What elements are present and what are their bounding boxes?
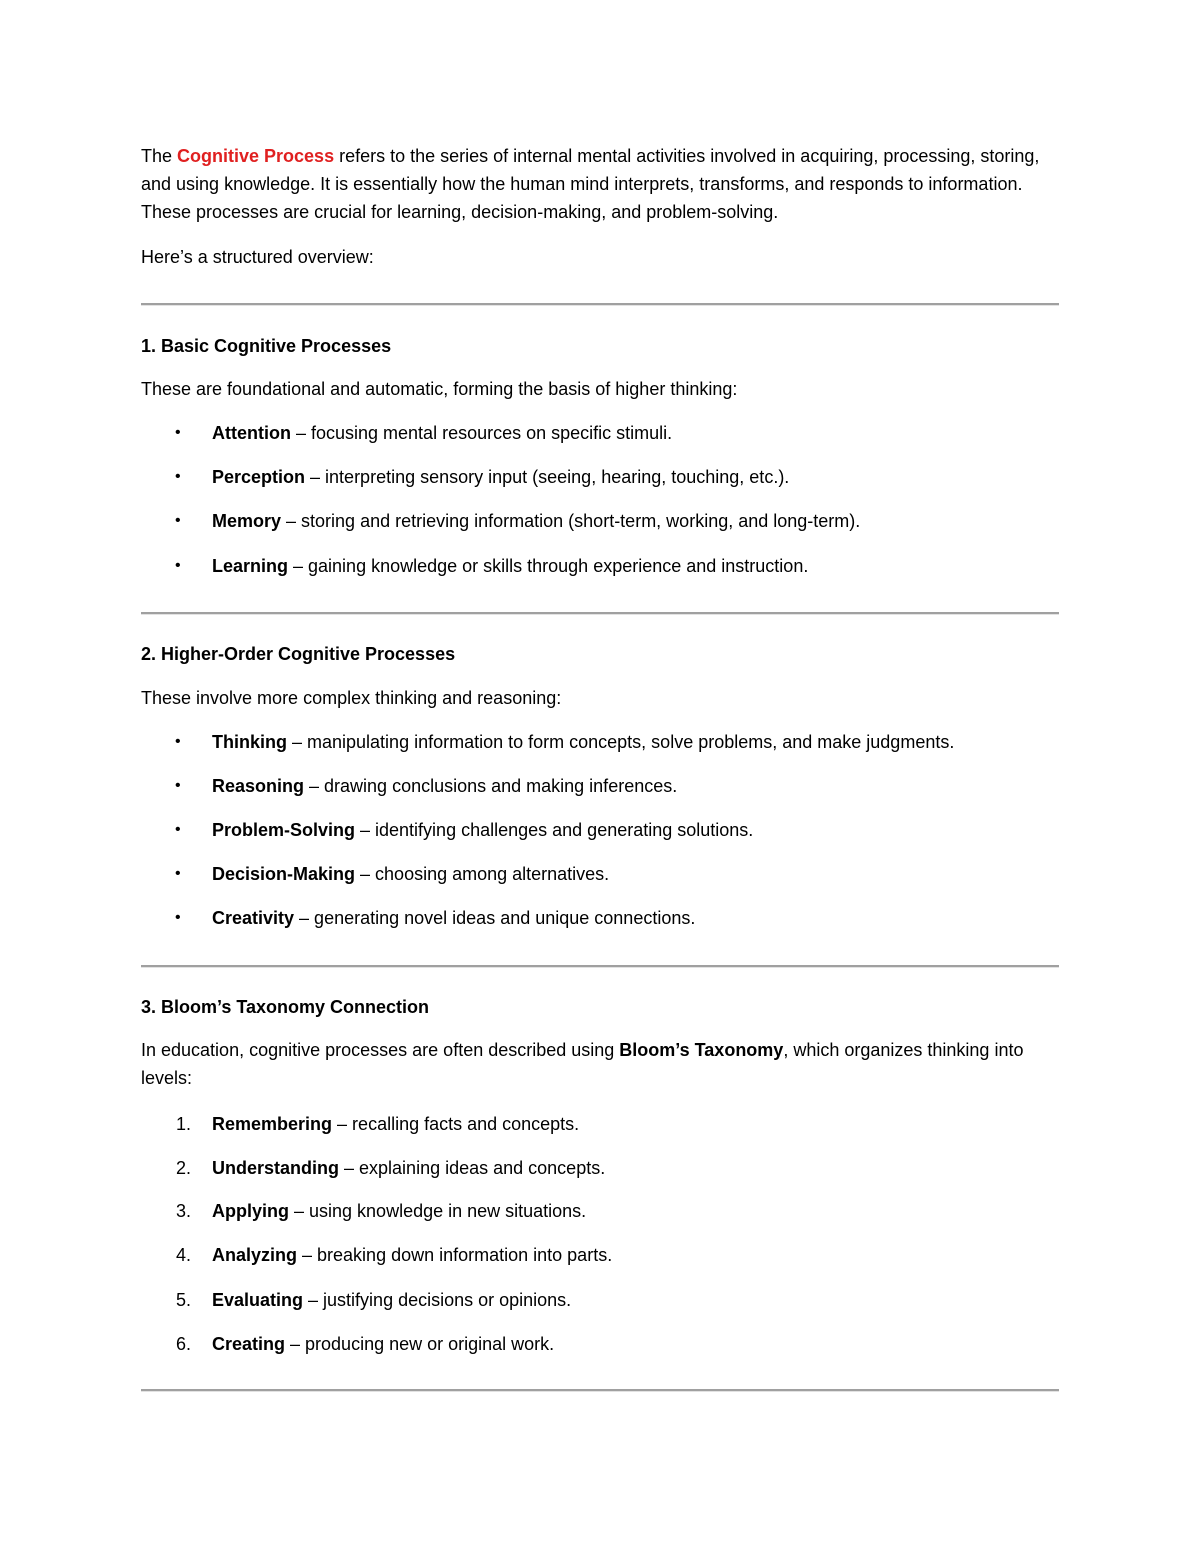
intro-paragraph <box>141 142 1061 226</box>
section-heading-basic: 1. Basic Cognitive Processes <box>141 336 392 356</box>
intro-rest: refers to the series of internal mental activities involved in acquiring, processing, storing, and using knowledge. It is essentially how the human mind interprets, transforms, and responds to information. These processes are crucial for learning, decision-making, and problem-solving. <box>141 146 1040 222</box>
list-item-term: Attention <box>212 423 291 443</box>
list-number: 6. <box>176 1334 192 1354</box>
bullet-icon: • <box>175 512 181 529</box>
list-item-term: Problem-Solving <box>212 820 356 840</box>
list-item-text: – identifying challenges and generating solutions. <box>355 820 754 840</box>
blooms-taxonomy-term: Bloom’s Taxonomy <box>619 1040 784 1060</box>
bullet-icon: • <box>175 821 181 838</box>
description-lead: In education, cognitive processes are often described using <box>141 1040 620 1060</box>
description-rest: , which organizes thinking into levels: <box>141 1040 1024 1088</box>
list-item-text: – manipulating information to form concepts, solve problems, and make judgments. <box>287 732 955 752</box>
list-item-term: Memory <box>212 511 282 531</box>
list-number: 3. <box>176 1201 192 1221</box>
list-item-term: Understanding <box>212 1158 340 1178</box>
list-item-term: Creativity <box>212 908 295 928</box>
overview-line: Here’s a structured overview: <box>141 247 374 267</box>
section-heading-blooms: 3. Bloom’s Taxonomy Connection <box>141 997 430 1017</box>
horizontal-rule <box>141 612 1059 615</box>
bullet-icon: • <box>175 424 181 441</box>
list-item-term: Perception <box>212 467 306 487</box>
list-item-term: Decision-Making <box>212 864 356 884</box>
list-item-term: Thinking <box>212 732 287 752</box>
section-heading-higher-order: 2. Higher-Order Cognitive Processes <box>141 644 456 664</box>
list-item-text: – explaining ideas and concepts. <box>339 1158 606 1178</box>
section-description-blooms <box>141 1036 1061 1092</box>
horizontal-rule <box>141 303 1059 306</box>
highlighted-term: Cognitive Process <box>177 146 335 166</box>
section-description-higher-order: These involve more complex thinking and reasoning: <box>141 688 562 708</box>
bullet-icon: • <box>175 909 181 926</box>
list-item-text: – gaining knowledge or skills through experience and instruction. <box>288 556 809 576</box>
list-item-text: – generating novel ideas and unique connections. <box>294 908 696 928</box>
list-item-text: – focusing mental resources on specific stimuli. <box>290 423 673 443</box>
list-item-term: Applying <box>212 1201 289 1221</box>
intro-lead: The <box>141 146 178 166</box>
section-description-basic: These are foundational and automatic, forming the basis of higher thinking: <box>141 379 738 399</box>
list-number: 5. <box>176 1290 192 1310</box>
bullet-icon: • <box>175 733 181 750</box>
list-item-term: Reasoning <box>212 776 305 796</box>
list-item-text: – recalling facts and concepts. <box>332 1114 580 1134</box>
list-item-term: Evaluating <box>212 1290 304 1310</box>
list-number: 1. <box>176 1114 192 1134</box>
list-item-text: – drawing conclusions and making inferences. <box>304 776 678 796</box>
horizontal-rule <box>141 1389 1059 1392</box>
list-item-text: – storing and retrieving information (short-term, working, and long-term). <box>281 511 861 531</box>
horizontal-rule <box>141 965 1059 968</box>
list-item-text: – interpreting sensory input (seeing, hearing, touching, etc.). <box>305 467 790 487</box>
list-item-text: – using knowledge in new situations. <box>289 1201 587 1221</box>
list-number: 2. <box>176 1158 192 1178</box>
list-item-text: – justifying decisions or opinions. <box>303 1290 572 1310</box>
list-item-term: Remembering <box>212 1114 333 1134</box>
list-number: 4. <box>176 1245 192 1265</box>
bullet-icon: • <box>175 468 181 485</box>
list-item-text: – choosing among alternatives. <box>355 864 610 884</box>
bullet-icon: • <box>175 865 181 882</box>
list-item-term: Creating <box>212 1334 286 1354</box>
list-item-text: – breaking down information into parts. <box>297 1245 613 1265</box>
list-item-term: Analyzing <box>212 1245 298 1265</box>
bullet-icon: • <box>175 777 181 794</box>
list-item-term: Learning <box>212 556 289 576</box>
bullet-icon: • <box>175 557 181 574</box>
list-item-text: – producing new or original work. <box>285 1334 555 1354</box>
